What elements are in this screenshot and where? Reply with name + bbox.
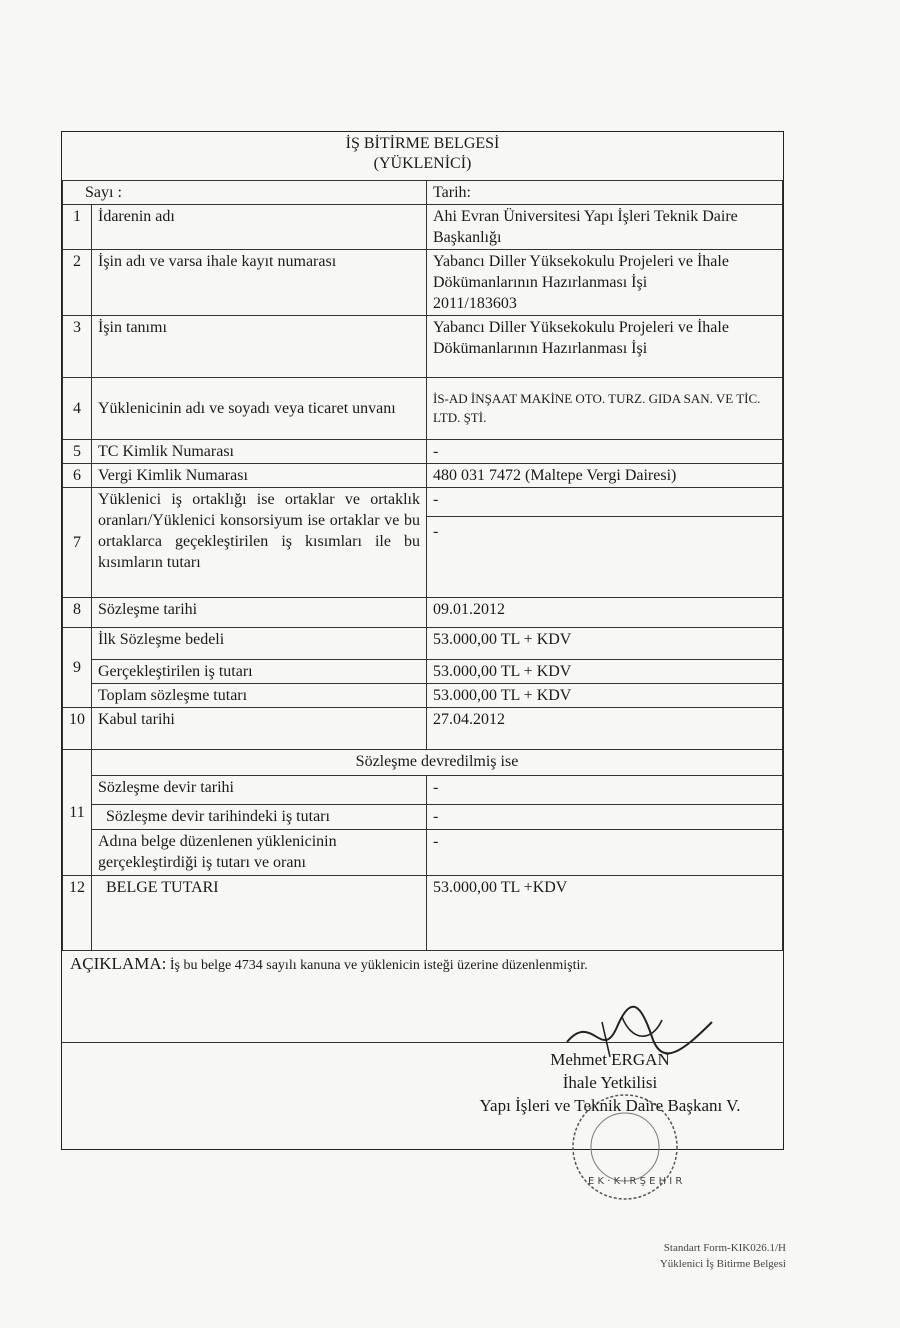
table-row <box>63 597 783 627</box>
row-number: 10 <box>63 707 92 749</box>
row-number: 11 <box>63 749 92 875</box>
row-value: 27.04.2012 <box>427 707 783 749</box>
table-row <box>63 204 783 249</box>
row-value: - <box>427 804 783 829</box>
row-number: 5 <box>63 439 92 463</box>
row-label: Sözleşme tarihi <box>92 597 427 627</box>
table-row <box>63 463 783 487</box>
row-label: İdarenin adı <box>92 204 427 249</box>
sayi-cell <box>63 180 427 204</box>
row-value: - <box>427 829 783 875</box>
row-label: TC Kimlik Numarası <box>92 439 427 463</box>
row-number: 1 <box>63 204 92 249</box>
signer-name: Mehmet ERGAN <box>550 1050 670 1069</box>
table-row <box>63 249 783 315</box>
aciklama-text: İş bu belge 4734 sayılı kanuna ve yüklenicin isteği üzerine düzenlenmiştir. <box>169 958 588 973</box>
row-value: Yabancı Diller Yüksekokulu Projeleri ve İhale Dökümanlarının Hazırlanması İşi <box>427 315 783 377</box>
row-number: 12 <box>63 875 92 950</box>
table-row <box>63 487 783 597</box>
document-frame <box>61 131 784 1187</box>
row-value: 09.01.2012 <box>427 597 783 627</box>
table-row <box>63 707 783 749</box>
row-label: Gerçekleştirilen iş tutarı <box>92 659 427 683</box>
certificate-table <box>62 132 783 951</box>
row-label: Kabul tarihi <box>92 707 427 749</box>
table-row <box>63 659 783 683</box>
signer-title: Yapı İşleri ve Teknik Daire Başkanı V. <box>479 1096 741 1115</box>
table-row <box>63 683 783 707</box>
row-label: Sözleşme devir tarihi <box>92 775 427 804</box>
table-row <box>63 439 783 463</box>
row-number: 7 <box>63 487 92 597</box>
title-cell <box>63 132 783 180</box>
row-value: Ahi Evran Üniversitesi Yapı İşleri Teknik Daire Başkanlığı <box>427 204 783 249</box>
signature-block <box>445 1042 775 1117</box>
table-row <box>63 315 783 377</box>
tarih-cell <box>427 180 783 204</box>
row-value: 480 031 7472 (Maltepe Vergi Dairesi) <box>427 463 783 487</box>
row-label: Toplam sözleşme tutarı <box>92 683 427 707</box>
table-row <box>63 875 783 950</box>
aciklama-label: AÇIKLAMA: <box>70 954 167 973</box>
row-value: - <box>427 775 783 804</box>
form-footer <box>600 1240 786 1272</box>
row-value: 53.000,00 TL + KDV <box>427 683 783 707</box>
row-value-line: 2011/183603 <box>433 294 517 312</box>
row-label: Yüklenicinin adı ve soyadı veya ticaret unvanı <box>92 377 427 439</box>
row-value <box>427 487 783 597</box>
footer-form-name: Yüklenici İş Bitirme Belgesi <box>659 1258 786 1270</box>
document-subtitle: (YÜKLENİCİ) <box>373 155 472 172</box>
table-row <box>63 829 783 875</box>
row-label: Yüklenici iş ortaklığı ise ortaklar ve ortaklık oranları/Yüklenici konsorsiyum ise ortaklar ve bu ortaklarca geçekleştirilen iş kısımları ile bu kısımların tutarı <box>92 487 427 597</box>
table-row <box>63 749 783 775</box>
row-value-line: - <box>433 522 439 540</box>
row-label: Vergi Kimlik Numarası <box>92 463 427 487</box>
svg-text:E K · K I R Ş E H I R: E K · K I R Ş E H I R <box>588 1176 683 1187</box>
row-number: 9 <box>63 627 92 707</box>
table-row <box>63 804 783 829</box>
row-number: 2 <box>63 249 92 315</box>
row-number: 6 <box>63 463 92 487</box>
footer-form-code: Standart Form-KIK026.1/H <box>663 1242 786 1254</box>
row-value: İS-AD İNŞAAT MAKİNE OTO. TURZ. GIDA SAN. VE TİC. LTD. ŞTİ. <box>427 377 783 439</box>
row-section-header: Sözleşme devredilmiş ise <box>92 749 783 775</box>
row-number: 8 <box>63 597 92 627</box>
row-label: İlk Sözleşme bedeli <box>92 627 427 659</box>
row-label: İşin adı ve varsa ihale kayıt numarası <box>92 249 427 315</box>
aciklama-note <box>70 954 588 974</box>
row-value <box>427 249 783 315</box>
table-row <box>63 377 783 439</box>
row-label: BELGE TUTARI <box>92 875 427 950</box>
row-number: 4 <box>63 377 92 439</box>
signer-role: İhale Yetkilisi <box>562 1073 658 1092</box>
row-label: Sözleşme devir tarihindeki iş tutarı <box>92 804 427 829</box>
row-value: 53.000,00 TL + KDV <box>427 659 783 683</box>
row-number: 3 <box>63 315 92 377</box>
table-row <box>63 775 783 804</box>
row-value: 53.000,00 TL +KDV <box>427 875 783 950</box>
row-value-line: - <box>427 488 782 517</box>
row-value-line: Yabancı Diller Yüksekokulu Projeleri ve İhale Dökümanlarının Hazırlanması İşi <box>433 252 729 291</box>
row-label: İşin tanımı <box>92 315 427 377</box>
sayi-label: Sayı : <box>85 183 122 201</box>
row-label: Adına belge düzenlenen yüklenicinin gerçekleştirdiği iş tutarı ve oranı <box>92 829 427 875</box>
document-title: İŞ BİTİRME BELGESİ <box>345 135 500 152</box>
row-value: - <box>427 439 783 463</box>
tarih-label: Tarih: <box>433 183 471 201</box>
row-value: 53.000,00 TL + KDV <box>427 627 783 659</box>
table-row <box>63 627 783 659</box>
